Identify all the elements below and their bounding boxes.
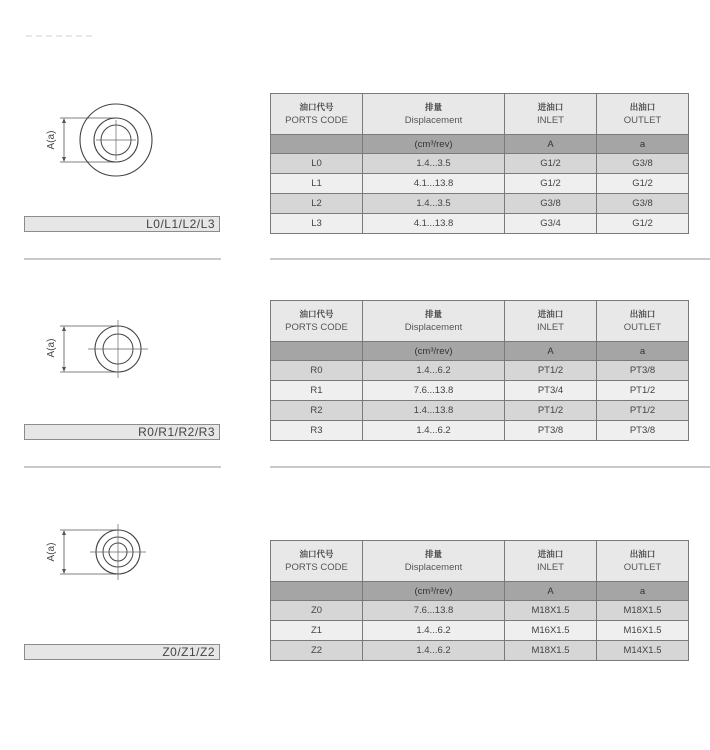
header-label-en: INLET [537,562,564,573]
cell-ports-code: R2 [271,401,363,421]
cell-inlet: G1/2 [505,174,597,194]
unit-outlet: a [597,342,689,361]
header-label-cn: 进油口 [537,549,564,559]
table-row [271,641,689,661]
cell-inlet: PT1/2 [505,361,597,381]
cell-outlet: PT1/2 [597,381,689,401]
ports-table-z [270,540,689,661]
table-header-row [271,301,689,342]
header-label-en: PORTS CODE [285,115,348,126]
cell-outlet: G3/8 [597,194,689,214]
cell-ports-code: L2 [271,194,363,214]
cell-ports-code: R0 [271,361,363,381]
cell-inlet: PT1/2 [505,401,597,421]
header-inlet [505,301,597,342]
cell-displacement: 4.1...13.8 [363,214,505,234]
unit-displacement: (cm³/rev) [363,342,505,361]
unit-outlet: a [597,582,689,601]
unit-inlet: A [505,342,597,361]
table-header-row [271,541,689,582]
header-label-en: Displacement [404,562,463,573]
divider [24,258,221,260]
port-drawing-z [28,520,168,590]
unit-inlet: A [505,135,597,154]
header-ports-code [271,94,363,135]
section-label-r: R0/R1/R2/R3 [24,424,220,440]
cell-displacement: 7.6...13.8 [363,381,505,401]
cell-outlet: PT3/8 [597,421,689,441]
cell-inlet: M18X1.5 [505,641,597,661]
cell-displacement: 4.1...13.8 [363,174,505,194]
ports-table-l [270,93,689,234]
unit-inlet: A [505,582,597,601]
header-label-cn: 排量 [424,102,442,112]
cell-ports-code: L3 [271,214,363,234]
header-displacement [363,94,505,135]
cell-inlet: G1/2 [505,154,597,174]
header-ports-code [271,541,363,582]
header-label-en: OUTLET [623,115,662,126]
cell-outlet: G1/2 [597,174,689,194]
header-inlet [505,541,597,582]
cell-inlet: M18X1.5 [505,601,597,621]
cell-inlet: G3/8 [505,194,597,214]
table-row [271,601,689,621]
ports-table-r [270,300,689,441]
cell-outlet: PT3/8 [597,361,689,381]
header-label-en: INLET [537,115,564,126]
unit-displacement: (cm³/rev) [363,582,505,601]
cell-inlet: M16X1.5 [505,621,597,641]
dimension-label: A(a) [46,338,57,358]
cell-ports-code: Z2 [271,641,363,661]
table-row [271,194,689,214]
table-row [271,154,689,174]
dimension-label: A(a) [46,130,57,150]
divider [24,466,221,468]
divider [270,258,710,260]
cell-ports-code: R1 [271,381,363,401]
cell-outlet: G1/2 [597,214,689,234]
cell-outlet: G3/8 [597,154,689,174]
header-label-en: PORTS CODE [285,322,348,333]
header-label-cn: 排量 [424,309,442,319]
cell-displacement: 1.4...6.2 [363,641,505,661]
unit-empty [271,342,363,361]
table-row [271,361,689,381]
cell-inlet: G3/4 [505,214,597,234]
cell-displacement: 1.4...3.5 [363,154,505,174]
table-row [271,421,689,441]
table-row [271,381,689,401]
header-label-en: OUTLET [623,322,662,333]
header-label-cn: 出油口 [629,102,656,112]
cell-displacement: 1.4...3.5 [363,194,505,214]
header-outlet [597,541,689,582]
header-displacement [363,541,505,582]
cell-ports-code: L1 [271,174,363,194]
cell-ports-code: R3 [271,421,363,441]
header-label-cn: 油口代号 [299,309,334,319]
header-label-cn: 油口代号 [299,102,334,112]
units-row [271,342,689,361]
cell-displacement: 1.4...6.2 [363,361,505,381]
header-label-cn: 排量 [424,549,442,559]
cell-ports-code: L0 [271,154,363,174]
cell-ports-code: Z0 [271,601,363,621]
unit-displacement: (cm³/rev) [363,135,505,154]
cell-outlet: M18X1.5 [597,601,689,621]
units-row [271,582,689,601]
cell-outlet: PT1/2 [597,401,689,421]
cell-displacement: 1.4...6.2 [363,421,505,441]
dimension-label: A(a) [46,542,57,562]
table-row [271,401,689,421]
header-outlet [597,94,689,135]
table-row [271,621,689,641]
units-row [271,135,689,154]
header-label-cn: 出油口 [629,549,656,559]
header-label-cn: 进油口 [537,309,564,319]
table-header-row [271,94,689,135]
cell-displacement: 1.4...6.2 [363,621,505,641]
table-row [271,214,689,234]
cell-inlet: PT3/8 [505,421,597,441]
top-mark-decoration [26,34,94,38]
cell-displacement: 1.4...13.8 [363,401,505,421]
port-drawing-r [28,312,168,382]
cell-displacement: 7.6...13.8 [363,601,505,621]
port-drawing-l [28,96,168,180]
divider [270,466,710,468]
header-outlet [597,301,689,342]
unit-outlet: a [597,135,689,154]
header-ports-code [271,301,363,342]
header-displacement [363,301,505,342]
section-label-l: L0/L1/L2/L3 [24,216,220,232]
header-label-en: Displacement [404,115,463,126]
unit-empty [271,582,363,601]
header-inlet [505,94,597,135]
header-label-en: PORTS CODE [285,562,348,573]
header-label-en: INLET [537,322,564,333]
section-label-z: Z0/Z1/Z2 [24,644,220,660]
header-label-cn: 油口代号 [299,549,334,559]
table-row [271,174,689,194]
cell-inlet: PT3/4 [505,381,597,401]
header-label-en: Displacement [404,322,463,333]
cell-ports-code: Z1 [271,621,363,641]
header-label-en: OUTLET [623,562,662,573]
cell-outlet: M16X1.5 [597,621,689,641]
header-label-cn: 出油口 [629,309,656,319]
unit-empty [271,135,363,154]
header-label-cn: 进油口 [537,102,564,112]
cell-outlet: M14X1.5 [597,641,689,661]
